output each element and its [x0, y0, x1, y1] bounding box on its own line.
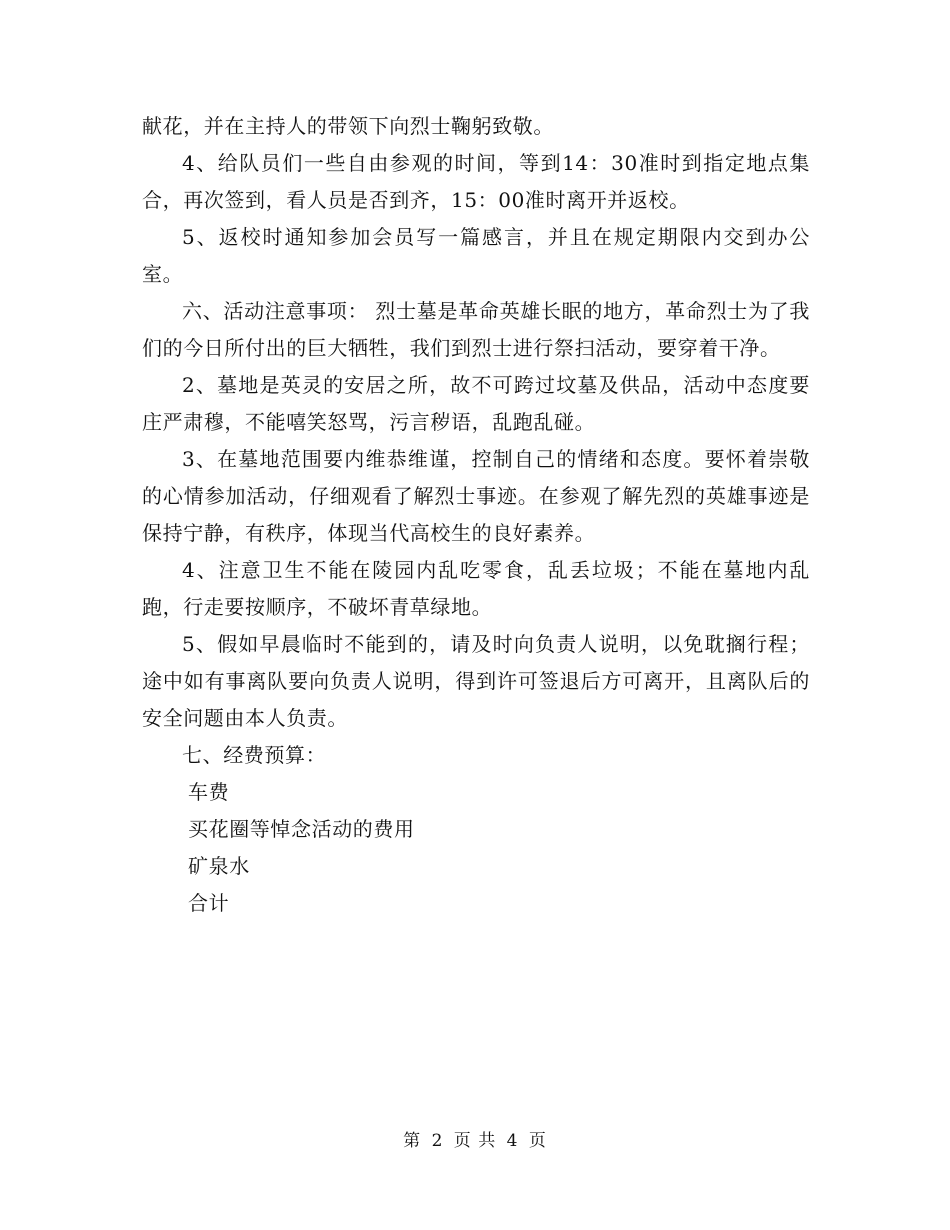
budget-item-water: 矿泉水: [188, 854, 250, 878]
paragraph-item-5-return: 5、返校时通知参加会员写一篇感言，并且在规定期限内交到办公室。: [142, 225, 810, 286]
paragraph-item-4-free-visit: 4、给队员们一些自由参观的时间，等到14：30准时到指定地点集合，再次签到，看人员是否到齐，15：00准时离开并返校。: [142, 151, 810, 212]
footer-page-number: 2: [431, 1131, 444, 1151]
section-heading-budget: 七、经费预算：: [182, 743, 327, 767]
page-footer: [0, 1126, 950, 1151]
paragraph-precaution-5: 5、假如早晨临时不能到的，请及时向负责人说明，以免耽搁行程；途中如有事离队要向负责人说明，得到许可签退后方可离开，且离队后的安全问题由本人负责。: [142, 632, 810, 730]
footer-middle: 页 共: [453, 1131, 497, 1151]
paragraph-continuation: 献花，并在主持人的带领下向烈士鞠躬致敬。: [142, 114, 554, 138]
document-body: [142, 108, 810, 922]
footer-suffix: 页: [528, 1131, 547, 1151]
paragraph-precaution-2: 2、墓地是英灵的安居之所，故不可跨过坟墓及供品，活动中态度要庄严肃穆，不能嘻笑怒骂，污言秽语，乱跑乱碰。: [142, 373, 810, 434]
footer-prefix: 第: [403, 1131, 422, 1151]
section-heading-precautions: 六、活动注意事项： 烈士墓是革命英雄长眠的地方，革命烈士为了我们的今日所付出的巨大牺牲，我们到烈士进行祭扫活动，要穿着干净。: [142, 299, 810, 360]
paragraph-precaution-3: 3、在墓地范围要内维恭维谨，控制自己的情绪和态度。要怀着崇敬的心情参加活动，仔细观看了解烈士事迹。在参观了解先烈的英雄事迹是保持宁静，有秩序，体现当代高校生的良好素养。: [142, 447, 810, 545]
budget-item-transport: 车费: [188, 780, 230, 804]
budget-list: [142, 774, 810, 922]
budget-item-total: 合计: [188, 891, 230, 915]
budget-item-wreath: 买花圈等悼念活动的费用: [188, 817, 415, 841]
footer-total-pages: 4: [506, 1131, 519, 1151]
paragraph-precaution-4: 4、注意卫生不能在陵园内乱吃零食，乱丢垃圾；不能在墓地内乱跑，行走要按顺序，不破坏青草绿地。: [142, 558, 810, 619]
